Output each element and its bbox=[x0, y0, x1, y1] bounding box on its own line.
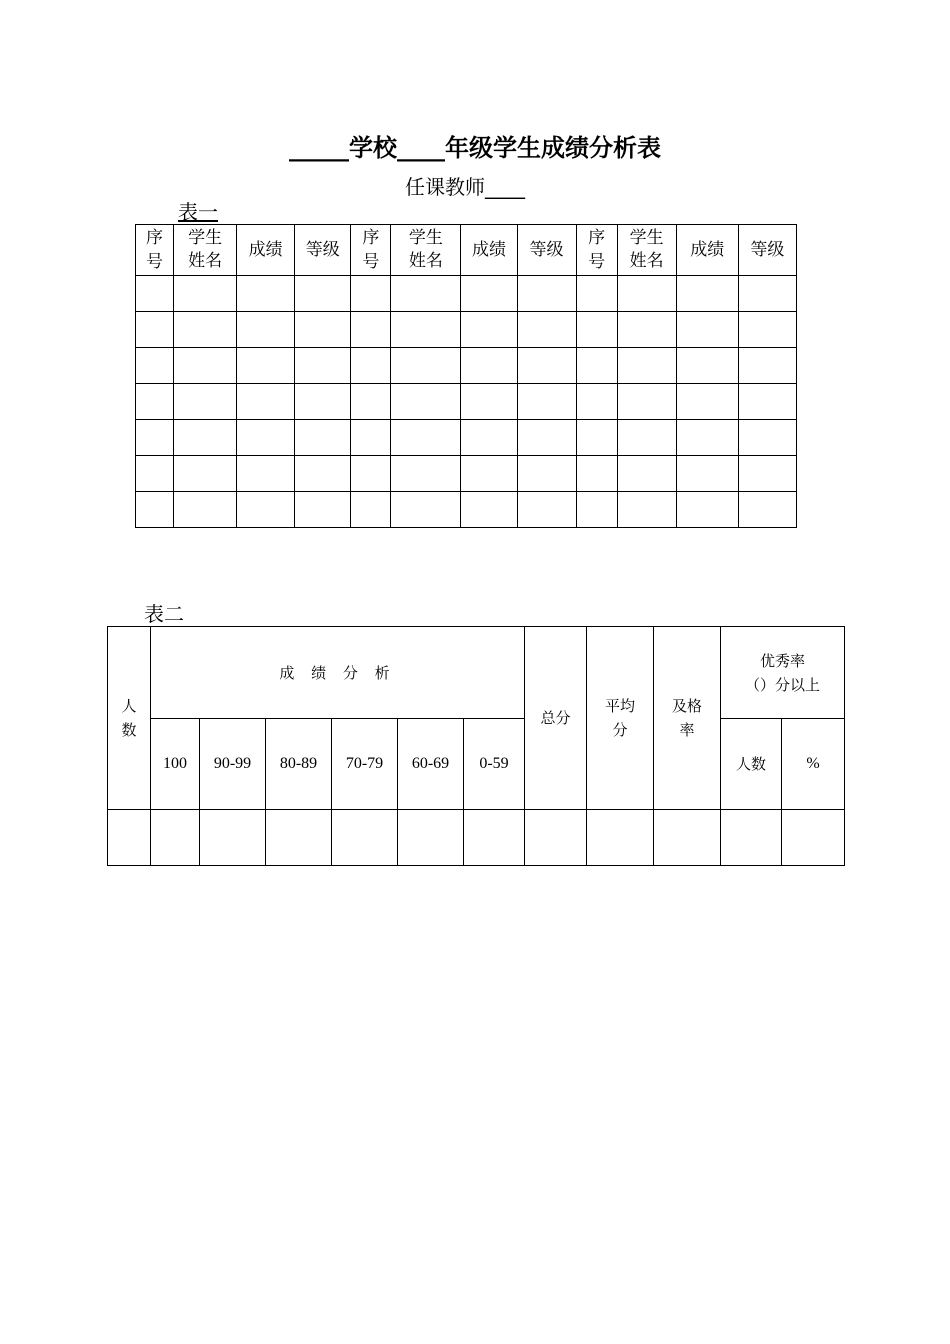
input-cell[interactable] bbox=[391, 456, 461, 492]
people-count-header: 人数 bbox=[108, 627, 151, 810]
input-cell[interactable] bbox=[332, 810, 398, 866]
input-cell[interactable] bbox=[617, 420, 676, 456]
header-cell-grade: 等级 bbox=[517, 225, 576, 276]
input-cell[interactable] bbox=[174, 348, 237, 384]
input-cell[interactable] bbox=[576, 420, 617, 456]
input-cell[interactable] bbox=[295, 348, 351, 384]
input-cell[interactable] bbox=[391, 492, 461, 528]
input-cell[interactable] bbox=[517, 348, 576, 384]
input-cell[interactable] bbox=[200, 810, 266, 866]
input-cell[interactable] bbox=[676, 276, 738, 312]
score-analysis-header: 成 绩 分 析 bbox=[151, 627, 525, 719]
input-cell[interactable] bbox=[295, 420, 351, 456]
input-cell[interactable] bbox=[295, 276, 351, 312]
pass-rate-header: 及格率 bbox=[654, 627, 721, 810]
input-cell[interactable] bbox=[617, 348, 676, 384]
input-cell[interactable] bbox=[576, 312, 617, 348]
input-cell[interactable] bbox=[576, 384, 617, 420]
range-cell: 0-59 bbox=[464, 719, 525, 810]
input-cell[interactable] bbox=[295, 312, 351, 348]
input-cell[interactable] bbox=[738, 348, 796, 384]
input-cell[interactable] bbox=[576, 492, 617, 528]
input-cell[interactable] bbox=[517, 384, 576, 420]
input-cell[interactable] bbox=[237, 384, 295, 420]
table-row bbox=[136, 276, 797, 312]
input-cell[interactable] bbox=[676, 348, 738, 384]
input-cell[interactable] bbox=[391, 348, 461, 384]
excellent-rate-header bbox=[721, 627, 845, 719]
grade-analysis-table bbox=[107, 626, 845, 866]
input-cell[interactable] bbox=[738, 312, 796, 348]
input-cell[interactable] bbox=[617, 312, 676, 348]
input-cell[interactable] bbox=[351, 384, 391, 420]
input-cell[interactable] bbox=[461, 492, 517, 528]
input-cell[interactable] bbox=[136, 492, 174, 528]
input-cell[interactable] bbox=[351, 348, 391, 384]
input-cell[interactable] bbox=[721, 810, 782, 866]
input-cell[interactable] bbox=[464, 810, 525, 866]
input-cell[interactable] bbox=[136, 384, 174, 420]
input-cell[interactable] bbox=[237, 312, 295, 348]
input-cell[interactable] bbox=[617, 384, 676, 420]
excellent-threshold-label: （）分以上 bbox=[745, 675, 821, 694]
input-cell[interactable] bbox=[738, 456, 796, 492]
table1-label: 表一 bbox=[178, 200, 218, 224]
input-cell[interactable] bbox=[136, 456, 174, 492]
table-row bbox=[108, 810, 845, 866]
input-cell[interactable] bbox=[391, 420, 461, 456]
input-cell[interactable] bbox=[136, 420, 174, 456]
input-cell[interactable] bbox=[174, 456, 237, 492]
input-cell[interactable] bbox=[461, 384, 517, 420]
input-cell[interactable] bbox=[108, 810, 151, 866]
input-cell[interactable] bbox=[461, 420, 517, 456]
header-cell-score: 成绩 bbox=[237, 225, 295, 276]
input-cell[interactable] bbox=[351, 312, 391, 348]
table2-label: 表二 bbox=[144, 602, 184, 626]
table-row bbox=[136, 420, 797, 456]
input-cell[interactable] bbox=[351, 276, 391, 312]
input-cell[interactable] bbox=[151, 810, 200, 866]
input-cell[interactable] bbox=[676, 384, 738, 420]
table-row bbox=[136, 384, 797, 420]
header-cell-seq: 序号 bbox=[576, 225, 617, 276]
average-score-header: 平均分 bbox=[587, 627, 654, 810]
input-cell[interactable] bbox=[136, 276, 174, 312]
input-cell[interactable] bbox=[351, 492, 391, 528]
input-cell[interactable] bbox=[461, 456, 517, 492]
input-cell[interactable] bbox=[174, 312, 237, 348]
excellent-count-header: 人数 bbox=[721, 719, 782, 810]
input-cell[interactable] bbox=[351, 420, 391, 456]
input-cell[interactable] bbox=[174, 420, 237, 456]
range-cell: 70-79 bbox=[332, 719, 398, 810]
excellent-rate-label: 优秀率 bbox=[760, 651, 806, 670]
input-cell[interactable] bbox=[237, 348, 295, 384]
table-row bbox=[136, 456, 797, 492]
input-cell[interactable] bbox=[461, 276, 517, 312]
excellent-percent-header: % bbox=[782, 719, 845, 810]
input-cell[interactable] bbox=[295, 456, 351, 492]
header-cell-grade: 等级 bbox=[295, 225, 351, 276]
teacher-line: 任课教师____ bbox=[405, 175, 525, 199]
input-cell[interactable] bbox=[295, 384, 351, 420]
input-cell[interactable] bbox=[738, 420, 796, 456]
total-score-header: 总分 bbox=[525, 627, 587, 810]
header-cell-score: 成绩 bbox=[676, 225, 738, 276]
table-row bbox=[136, 492, 797, 528]
input-cell[interactable] bbox=[576, 456, 617, 492]
input-cell[interactable] bbox=[587, 810, 654, 866]
page-title: _____学校____年级学生成绩分析表 bbox=[289, 134, 661, 162]
header-cell-score: 成绩 bbox=[461, 225, 517, 276]
input-cell[interactable] bbox=[676, 420, 738, 456]
header-cell-name: 学生姓名 bbox=[391, 225, 461, 276]
input-cell[interactable] bbox=[461, 348, 517, 384]
input-cell[interactable] bbox=[517, 420, 576, 456]
header-cell-seq: 序号 bbox=[351, 225, 391, 276]
range-cell: 80-89 bbox=[266, 719, 332, 810]
input-cell[interactable] bbox=[391, 312, 461, 348]
input-cell[interactable] bbox=[676, 312, 738, 348]
table-row bbox=[136, 348, 797, 384]
header-cell-name: 学生姓名 bbox=[174, 225, 237, 276]
header-cell-name: 学生姓名 bbox=[617, 225, 676, 276]
range-cell: 60-69 bbox=[398, 719, 464, 810]
input-cell[interactable] bbox=[237, 456, 295, 492]
input-cell[interactable] bbox=[136, 312, 174, 348]
header-cell-grade: 等级 bbox=[738, 225, 796, 276]
input-cell[interactable] bbox=[174, 384, 237, 420]
input-cell[interactable] bbox=[237, 276, 295, 312]
input-cell[interactable] bbox=[576, 276, 617, 312]
table-row bbox=[136, 312, 797, 348]
input-cell[interactable] bbox=[738, 492, 796, 528]
grade-table-1 bbox=[135, 224, 797, 528]
input-cell[interactable] bbox=[461, 312, 517, 348]
input-cell[interactable] bbox=[525, 810, 587, 866]
input-cell[interactable] bbox=[676, 456, 738, 492]
input-cell[interactable] bbox=[517, 276, 576, 312]
input-cell[interactable] bbox=[654, 810, 721, 866]
range-cell: 90-99 bbox=[200, 719, 266, 810]
input-cell[interactable] bbox=[517, 492, 576, 528]
input-cell[interactable] bbox=[398, 810, 464, 866]
range-cell: 100 bbox=[151, 719, 200, 810]
input-cell[interactable] bbox=[617, 276, 676, 312]
input-cell[interactable] bbox=[391, 384, 461, 420]
table1-header-row bbox=[136, 225, 797, 276]
input-cell[interactable] bbox=[782, 810, 845, 866]
input-cell[interactable] bbox=[174, 276, 237, 312]
input-cell[interactable] bbox=[237, 492, 295, 528]
input-cell[interactable] bbox=[617, 456, 676, 492]
input-cell[interactable] bbox=[738, 276, 796, 312]
input-cell[interactable] bbox=[517, 456, 576, 492]
input-cell[interactable] bbox=[266, 810, 332, 866]
input-cell[interactable] bbox=[391, 276, 461, 312]
input-cell[interactable] bbox=[676, 492, 738, 528]
header-cell-seq: 序号 bbox=[136, 225, 174, 276]
input-cell[interactable] bbox=[237, 420, 295, 456]
input-cell[interactable] bbox=[295, 492, 351, 528]
input-cell[interactable] bbox=[617, 492, 676, 528]
input-cell[interactable] bbox=[517, 312, 576, 348]
input-cell[interactable] bbox=[136, 348, 174, 384]
input-cell[interactable] bbox=[738, 384, 796, 420]
input-cell[interactable] bbox=[174, 492, 237, 528]
input-cell[interactable] bbox=[351, 456, 391, 492]
input-cell[interactable] bbox=[576, 348, 617, 384]
